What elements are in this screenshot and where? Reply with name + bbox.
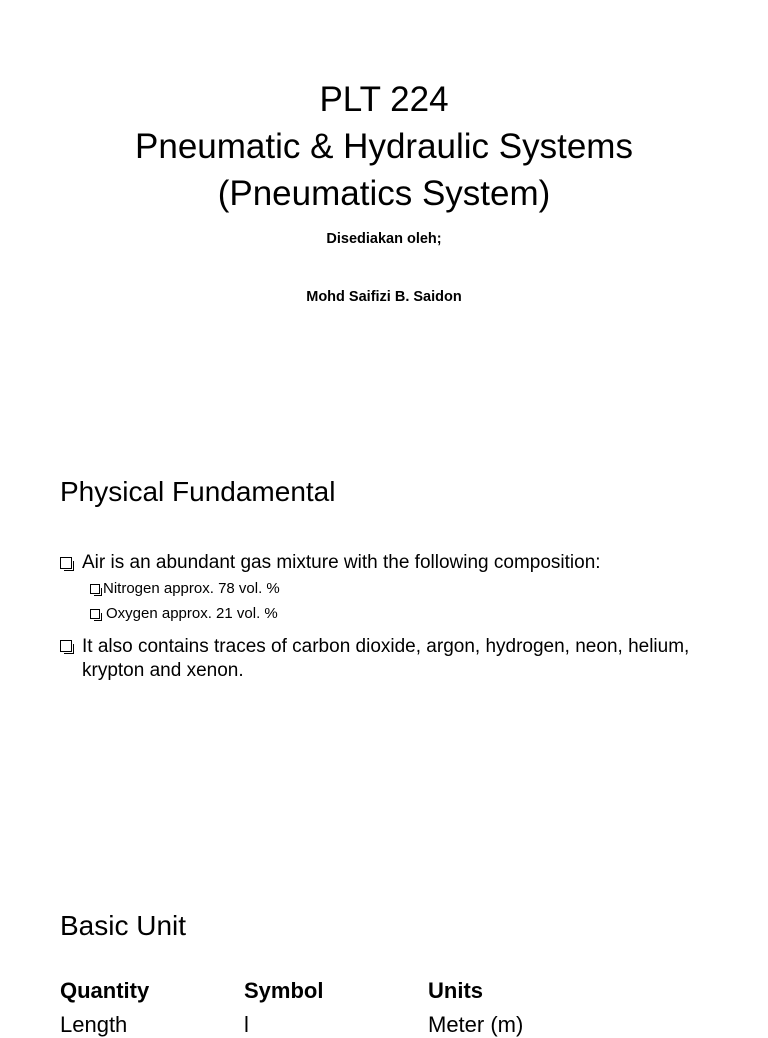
title-block xyxy=(0,76,768,217)
checkbox-bullet-icon xyxy=(90,584,100,594)
prepared-by-label: Disediakan oleh; xyxy=(326,231,442,247)
bullet-text: Air is an abundant gas mixture with the following composition: xyxy=(82,552,601,573)
sub-bullet-text: Oxygen approx. 21 vol. % xyxy=(106,605,278,622)
sub-bullet-item xyxy=(90,605,278,622)
sub-bullet-text: Nitrogen approx. 78 vol. % xyxy=(103,580,280,597)
column-header-symbol: Symbol xyxy=(244,978,324,1003)
course-subtitle: (Pneumatics System) xyxy=(217,174,551,213)
column-header-units: Units xyxy=(428,978,483,1003)
column-header-quantity: Quantity xyxy=(60,978,150,1003)
physical-fundamental-heading: Physical Fundamental xyxy=(60,476,336,507)
table-cell-quantity: Length xyxy=(60,1012,128,1037)
table-cell-units: Meter (m) xyxy=(428,1012,524,1037)
checkbox-bullet-icon xyxy=(90,609,100,619)
table-cell-symbol: l xyxy=(244,1012,249,1037)
sub-bullet-item xyxy=(90,580,280,597)
checkbox-bullet-icon xyxy=(60,557,72,569)
course-title: Pneumatic & Hydraulic Systems xyxy=(135,127,633,166)
basic-unit-heading: Basic Unit xyxy=(60,910,187,941)
author-name: Mohd Saifizi B. Saidon xyxy=(306,289,462,305)
course-code: PLT 224 xyxy=(319,80,449,119)
bullet-item xyxy=(60,552,601,574)
bullet-text: It also contains traces of carbon dioxide, argon, hydrogen, neon, helium, krypton and xenon. xyxy=(82,636,690,681)
checkbox-bullet-icon xyxy=(60,640,72,652)
bullet-item xyxy=(60,635,702,683)
